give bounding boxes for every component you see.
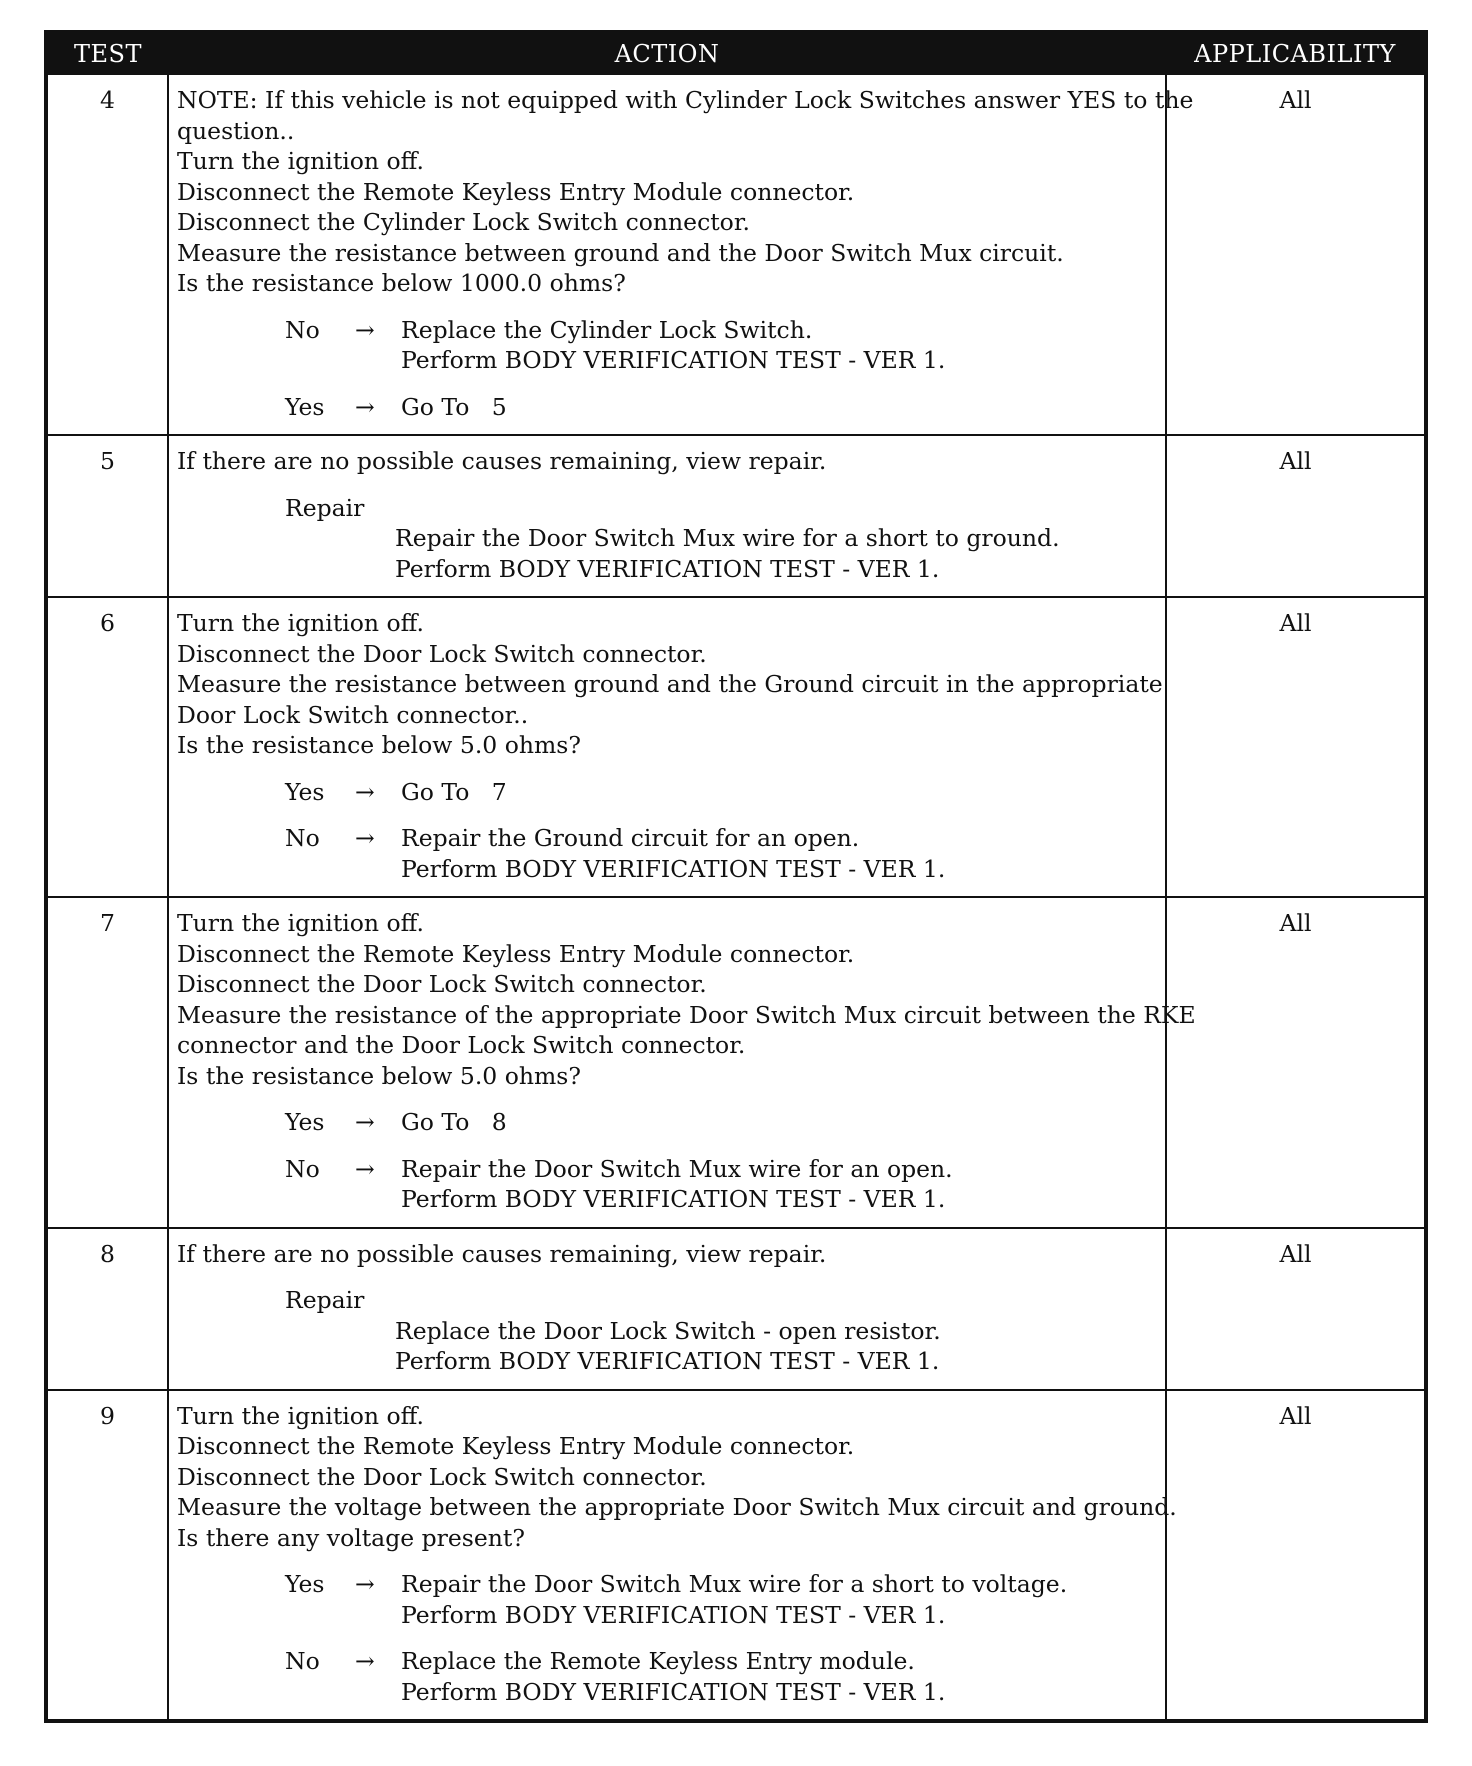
- arrow-icon: →: [355, 392, 375, 421]
- action-step: Is the resistance below 5.0 ohms?: [177, 731, 581, 759]
- arrow-icon: →: [355, 824, 375, 852]
- action-step: Is the resistance below 1000.0 ohms?: [177, 269, 626, 297]
- result-branch: [177, 392, 1159, 423]
- header-applicability: APPLICABILITY: [1166, 32, 1426, 74]
- test-number: 9: [46, 1390, 168, 1722]
- result-branch: [177, 1107, 1159, 1138]
- table-row: [46, 897, 1426, 1228]
- result-text: [401, 777, 1159, 808]
- action-step: Is there any voltage present?: [177, 1523, 525, 1552]
- result-branch: [177, 315, 1159, 376]
- applicability-value: All: [1166, 897, 1426, 1228]
- result-branch: [177, 1154, 1159, 1215]
- result-label: No: [285, 824, 320, 852]
- result-line: Repair the Ground circuit for an open.: [401, 824, 860, 852]
- repair-block: [177, 1285, 1159, 1377]
- result-line: Perform BODY VERIFICATION TEST - VER 1.: [401, 854, 946, 883]
- arrow-icon: →: [355, 1154, 375, 1183]
- result-branch: [177, 823, 1159, 884]
- table-row: [46, 597, 1426, 897]
- result-text: [401, 315, 1159, 376]
- action-cell: [168, 435, 1166, 597]
- result-line: Perform BODY VERIFICATION TEST - VER 1.: [401, 1600, 946, 1629]
- applicability-value: All: [1166, 1228, 1426, 1390]
- action-step: Turn the ignition off.: [177, 609, 425, 637]
- result-text: [401, 1646, 1159, 1707]
- applicability-value: All: [1166, 597, 1426, 897]
- arrow-icon: →: [355, 315, 375, 344]
- test-number: 8: [46, 1228, 168, 1390]
- action-step: question..: [177, 116, 295, 145]
- result-line: Replace the Cylinder Lock Switch.: [401, 315, 813, 344]
- action-step: Disconnect the Door Lock Switch connector.: [177, 970, 707, 998]
- action-step: Door Lock Switch connector..: [177, 700, 529, 729]
- table-row: [46, 74, 1426, 435]
- result-branch: [177, 777, 1159, 808]
- result-label: Yes: [285, 392, 325, 421]
- action-step: Is the resistance below 5.0 ohms?: [177, 1061, 581, 1090]
- result-line: Go To 5: [401, 392, 507, 421]
- repair-block: [177, 493, 1159, 585]
- test-number: 4: [46, 74, 168, 435]
- action-step: Turn the ignition off.: [177, 1401, 425, 1430]
- action-step: If there are no possible causes remaining, view repair.: [177, 1239, 827, 1268]
- result-branch: [177, 1646, 1159, 1707]
- result-line: Repair the Door Switch Mux wire for an open.: [401, 1154, 953, 1183]
- repair-line: Perform BODY VERIFICATION TEST - VER 1.: [395, 554, 940, 583]
- result-text: [401, 1154, 1159, 1215]
- action-step: Disconnect the Remote Keyless Entry Module connector.: [177, 177, 855, 206]
- repair-line: Perform BODY VERIFICATION TEST - VER 1.: [395, 1347, 940, 1375]
- arrow-icon: →: [355, 1108, 375, 1136]
- diagnostic-table-wrapper: [44, 30, 1424, 1723]
- action-step: Measure the voltage between the appropriate Door Switch Mux circuit and ground.: [177, 1493, 1177, 1521]
- test-number: 7: [46, 897, 168, 1228]
- action-step: Disconnect the Remote Keyless Entry Module connector.: [177, 1432, 855, 1460]
- action-step: Disconnect the Door Lock Switch connector.: [177, 639, 707, 668]
- result-label: No: [285, 1647, 320, 1675]
- action-cell: [168, 897, 1196, 1228]
- result-line: Replace the Remote Keyless Entry module.: [401, 1647, 915, 1675]
- repair-line: Repair the Door Switch Mux wire for a short to ground.: [395, 524, 1060, 552]
- action-step: Measure the resistance of the appropriate Door Switch Mux circuit between the RKE: [177, 1000, 1196, 1029]
- applicability-value: All: [1166, 435, 1426, 597]
- result-label: Yes: [285, 1570, 325, 1598]
- table-row: [46, 1228, 1426, 1390]
- arrow-icon: →: [355, 1570, 375, 1598]
- applicability-value: All: [1166, 74, 1426, 435]
- action-step: Measure the resistance between ground and the Door Switch Mux circuit.: [177, 238, 1064, 267]
- action-step: connector and the Door Lock Switch connector.: [177, 1031, 746, 1059]
- result-text: [401, 1569, 1159, 1630]
- test-number: 5: [46, 435, 168, 597]
- test-number: 6: [46, 597, 168, 897]
- arrow-icon: →: [355, 777, 375, 806]
- action-step: Disconnect the Door Lock Switch connector.: [177, 1462, 707, 1491]
- arrow-icon: →: [355, 1647, 375, 1675]
- action-cell: [168, 597, 1166, 897]
- table-body: [46, 74, 1426, 1721]
- result-label: Yes: [285, 1108, 325, 1136]
- result-label: Yes: [285, 777, 325, 806]
- result-text: [401, 1107, 1159, 1138]
- result-label: No: [285, 315, 320, 344]
- repair-label: Repair: [285, 1286, 365, 1314]
- table-header-row: [46, 32, 1426, 74]
- result-text: [401, 392, 1159, 423]
- result-line: Go To 8: [401, 1108, 507, 1136]
- header-test: TEST: [46, 32, 168, 74]
- result-line: Perform BODY VERIFICATION TEST - VER 1.: [401, 1185, 946, 1213]
- repair-label: Repair: [285, 493, 365, 522]
- header-action: ACTION: [168, 32, 1166, 74]
- action-step: Measure the resistance between ground and the Ground circuit in the appropriate: [177, 670, 1163, 698]
- action-cell: [168, 1228, 1166, 1390]
- diagnostic-test-table: [44, 30, 1428, 1723]
- result-branch: [177, 1569, 1159, 1630]
- action-cell: [168, 74, 1194, 435]
- result-line: Perform BODY VERIFICATION TEST - VER 1.: [401, 346, 946, 374]
- result-text: [401, 823, 1159, 884]
- repair-line: Replace the Door Lock Switch - open resistor.: [395, 1316, 941, 1345]
- result-line: Perform BODY VERIFICATION TEST - VER 1.: [401, 1677, 946, 1706]
- action-step: NOTE: If this vehicle is not equipped with Cylinder Lock Switches answer YES to the: [177, 86, 1194, 114]
- action-step: Disconnect the Cylinder Lock Switch connector.: [177, 208, 750, 236]
- result-line: Repair the Door Switch Mux wire for a short to voltage.: [401, 1570, 1068, 1598]
- action-cell: [168, 1390, 1177, 1722]
- result-line: Go To 7: [401, 777, 507, 806]
- applicability-value: All: [1166, 1390, 1426, 1722]
- action-step: If there are no possible causes remaining, view repair.: [177, 447, 827, 475]
- action-step: Turn the ignition off.: [177, 147, 425, 175]
- table-row: [46, 435, 1426, 597]
- action-step: Turn the ignition off.: [177, 909, 425, 937]
- action-step: Disconnect the Remote Keyless Entry Module connector.: [177, 939, 855, 968]
- result-label: No: [285, 1154, 320, 1183]
- table-row: [46, 1390, 1426, 1722]
